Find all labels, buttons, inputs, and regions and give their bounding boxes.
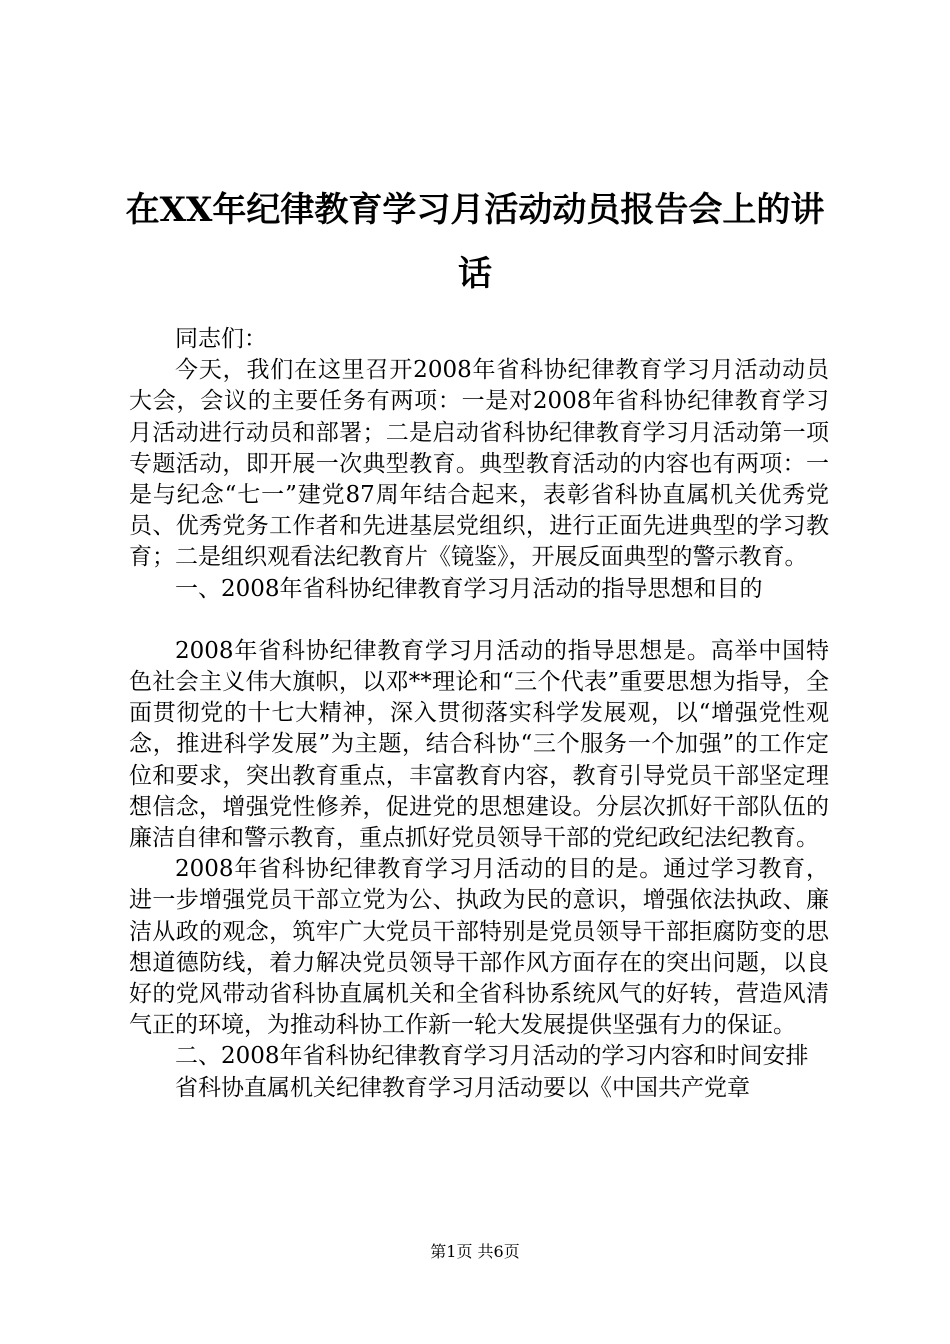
paragraph-intro: 今天，我们在这里召开2008年省科协纪律教育学习月活动动员大会，会议的主要任务有两项：一是对2008年省科协纪律教育学习月活动进行动员和部署；二是启动省科协纪律教育学习月活动第一项专题活动，即开展一次典型教育。典型教育活动的内容也有两项：一是与纪念“七一”建党87周年结合起来，表彰省科协直属机关优秀党员、优秀党务工作者和先进基层党组织，进行正面先进典型的学习教育；二是组织观看法纪教育片《镜鉴》，开展反面典型的警示教育。 bbox=[129, 357, 829, 571]
section-heading-2: 二、2008年省科协纪律教育学习月活动的学习内容和时间安排 bbox=[175, 1043, 809, 1070]
document-title: 在XX年纪律教育学习月活动动员报告会上的讲话 bbox=[125, 190, 825, 294]
paragraph-guiding-thought: 2008年省科协纪律教育学习月活动的指导思想是。高举中国特色社会主义伟大旗帜，以邓**理论和“三个代表”重要思想为指导，全面贯彻党的十七大精神，深入贯彻落实科学发展观，以“增强党性观念，推进科学发展”为主题，结合科协“三个服务一个加强”的工作定位和要求，突出教育重点，丰富教育内容，教育引导党员干部坚定理想信念，增强党性修养，促进党的思想建设。分层次抓好干部队伍的廉洁自律和警示教育，重点抓好党员领导干部的党纪政纪法纪教育。 bbox=[129, 637, 829, 852]
document-body bbox=[129, 324, 829, 1104]
paragraph-purpose: 2008年省科协纪律教育学习月活动的目的是。通过学习教育，进一步增强党员干部立党为公、执政为民的意识，增强依法执政、廉洁从政的观念，筑牢广大党员干部特别是党员领导干部拒腐防变的思想道德防线，着力解决党员领导干部作风方面存在的突出问题，以良好的党风带动省科协直属机关和全省科协系统风气的好转，营造风清气正的环境，为推动科协工作新一轮大发展提供坚强有力的保证。 bbox=[129, 856, 829, 1039]
section-heading-1: 一、2008年省科协纪律教育学习月活动的指导思想和目的 bbox=[175, 575, 763, 602]
paragraph-content-start: 省科协直属机关纪律教育学习月活动要以《中国共产党章 bbox=[175, 1074, 750, 1101]
salutation: 同志们： bbox=[175, 326, 267, 352]
page-number-footer: 第1页 共6页 bbox=[430, 1242, 520, 1261]
